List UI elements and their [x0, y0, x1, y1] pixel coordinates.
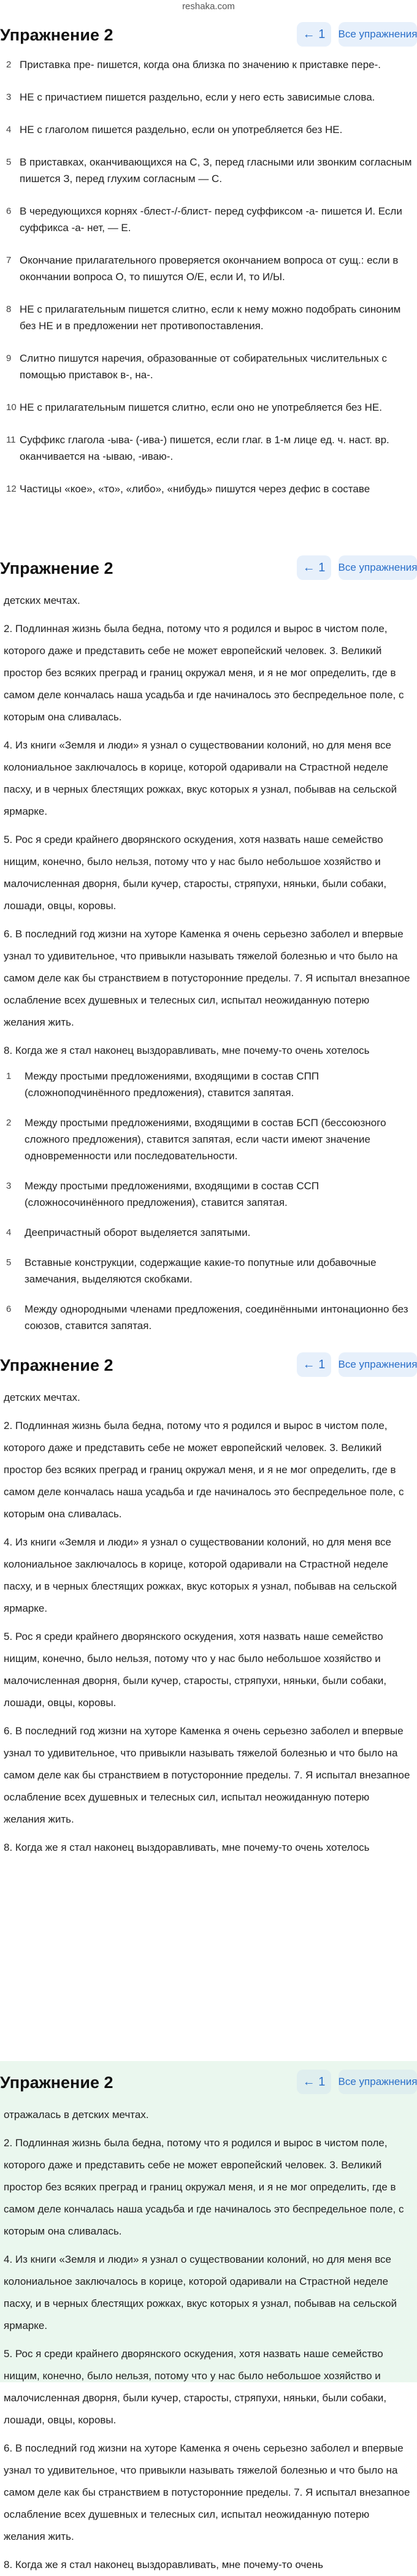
paragraph: 2. Подлинная жизнь была бедна, потому что я родился и вырос в чистом поле, которого даже и представить себе не может европейский человек. 3. Великий простор без всяких преград и границ окружал меня, и я не мог определить, где в самом деле кончалась наша усадьба и где начиналось это беспредельное поле, с которым она сливалась. — [4, 623, 404, 723]
paragraph: 6. В последний год жизни на хуторе Каменка я очень серьезно заболел и впервые узнал то удивительное, что привыкли называть тяжелой болезнью и что было на самом деле как бы странствием в потусторонние пределы. 7. Я испытал внезапное ослабление всех душевных и телесных сил, испытал неожиданную потерю желания жить. — [4, 928, 410, 1028]
exercise-title: Упражнение 2 — [0, 2073, 113, 2092]
exercise-text — [0, 2104, 417, 2576]
exercise-panel-3 — [0, 1344, 417, 2061]
all-exercises-button[interactable]: Все упражнения — [339, 555, 417, 580]
paragraph: 5. Рос я среди крайнего дворянского оскудения, хотя назвать наше семейство нищим, конечно, было нельзя, потому что у нас было небольшое хозяйство и малочисленная дворня, были кучер, старосты, стряпухи, няньки, были собаки, лошади, овцы, коровы. — [4, 834, 387, 912]
exercise-header — [0, 547, 417, 590]
paragraph: детских мечтах. — [4, 1392, 80, 1403]
exercise-text — [0, 590, 417, 1062]
list-item: 6 В чередующихся корнях -блест-/-блист- перед суффиксом -а- пишется И. Если суффикса -а- нет, — Е. — [6, 205, 402, 234]
back-button[interactable]: ← 1 — [297, 22, 331, 47]
list-item: 4 Деепричастный оборот выделяется запятыми. — [6, 1227, 251, 1238]
back-button[interactable]: ← 1 — [297, 555, 331, 580]
list-item: 2 Между простыми предложениями, входящими в состав БСП (бессоюзного сложного предложения), ставится запятая, если части имеют значение одновременности или последовательности. — [6, 1117, 386, 1162]
list-item: 4 НЕ с глаголом пишется раздельно, если он употребляется без НЕ. — [6, 124, 343, 135]
site-url: reshaka.com — [182, 1, 235, 12]
exercise-header — [0, 1344, 417, 1387]
paragraph: 4. Из книги «Земля и люди» я узнал о существовании колоний, но для меня все колониальное заключалось в корице, которой одаривали на Страстной неделе пасху, и в черных блестящих рожках, вкус которых я узнал, побывав на сельской ярмарке. — [4, 1536, 397, 1614]
paragraph: 4. Из книги «Земля и люди» я узнал о существовании колоний, но для меня все колониальное заключалось в корице, которой одаривали на Страстной неделе пасху, и в черных блестящих рожках, вкус которых я узнал, побывав на сельской ярмарке. — [4, 739, 397, 817]
paragraph: 8. Когда же я стал наконец выздоравливать, мне почему-то очень хотелось — [4, 1842, 370, 1853]
list-item: 6 Между однородными членами предложения, соединёнными интонационно без союзов, ставится запятая. — [6, 1303, 408, 1332]
exercise-title: Упражнение 2 — [0, 558, 113, 577]
all-exercises-button[interactable]: Все упражнения — [339, 2070, 417, 2094]
exercise-header — [0, 13, 417, 56]
exercise-title: Упражнение 2 — [0, 25, 113, 44]
list-item: 10 НЕ с прилагательным пишется слитно, если оно не употребляется без НЕ. — [6, 402, 382, 413]
list-item: 3 Между простыми предложениями, входящими в состав ССП (сложносочинённого предложения), ставится запятая. — [6, 1180, 319, 1208]
list-item: 1 Между простыми предложениями, входящими в состав СПП (сложноподчинённого предложения), ставится запятая. — [6, 1070, 319, 1099]
paragraph: 8. Когда же я стал наконец выздоравливать, мне почему-то очень — [4, 2559, 324, 2570]
punctuation-rules-list — [0, 1068, 417, 1334]
exercise-panel-2 — [0, 547, 417, 1344]
list-item: 11 Суффикс глагола -ыва- (-ива-) пишется, если глаг. в 1-м лице ед. ч. наст. вр. оканчивается на -ываю, -иваю-. — [6, 434, 389, 462]
list-item: 12 Частицы «кое», «то», «либо», «нибудь» пишутся через дефис в составе — [6, 483, 370, 495]
exercise-panel-4 — [0, 2061, 417, 2570]
list-item: 9 Слитно пишутся наречия, образованные от собирательных числительных с помощью приставок в-, на-. — [6, 352, 387, 381]
exercise-panel-1 — [0, 13, 417, 547]
paragraph: 2. Подлинная жизнь была бедна, потому что я родился и вырос в чистом поле, которого даже и представить себе не может европейский человек. 3. Великий простор без всяких преград и границ окружал меня, и я не мог определить, где в самом деле кончалась наша усадьба и где начиналось это беспредельное поле, с которым она сливалась. — [4, 1420, 404, 1520]
paragraph: отражалась в детских мечтах. — [4, 2109, 149, 2121]
list-item: 7 Окончание прилагательного проверяется окончанием вопроса от сущ.: если в окончании вопроса О, то пишутся О/Е, если И, то И/Ы. — [6, 254, 399, 283]
list-item: 8 НЕ с прилагательным пишется слитно, если к нему можно подобрать синоним без НЕ и в предложении нет противопоставления. — [6, 303, 401, 332]
exercise-header — [0, 2061, 417, 2104]
all-exercises-button[interactable]: Все упражнения — [339, 1352, 417, 1377]
exercise-text — [0, 1387, 417, 1859]
list-item: 2 Приставка пре- пишется, когда она близка по значению к приставке пере-. — [6, 59, 381, 70]
back-button[interactable]: ← 1 — [297, 1352, 331, 1377]
all-exercises-button[interactable]: Все упражнения — [339, 22, 417, 47]
back-button[interactable]: ← 1 — [297, 2070, 331, 2094]
paragraph: 6. В последний год жизни на хуторе Каменка я очень серьезно заболел и впервые узнал то удивительное, что привыкли называть тяжелой болезнью и что было на самом деле как бы странствием в потусторонние пределы. 7. Я испытал внезапное ослабление всех душевных и телесных сил, испытал неожиданную потерю желания жить. — [4, 2442, 410, 2542]
rules-list — [0, 56, 417, 497]
list-item: 5 В приставках, оканчивающихся на С, З, перед гласными или звонким согласным пишется З, перед глухим согласным — С. — [6, 156, 412, 185]
paragraph: 4. Из книги «Земля и люди» я узнал о существовании колоний, но для меня все колониальное заключалось в корице, которой одаривали на Страстной неделе пасху, и в черных блестящих рожках, вкус которых я узнал, побывав на сельской ярмарке. — [4, 2254, 397, 2331]
paragraph: 5. Рос я среди крайнего дворянского оскудения, хотя назвать наше семейство нищим, конечно, было нельзя, потому что у нас было небольшое хозяйство и малочисленная дворня, были кучер, старосты, стряпухи, няньки, были собаки, лошади, овцы, коровы. — [4, 2348, 387, 2426]
list-item: 3 НЕ с причастием пишется раздельно, если у него есть зависимые слова. — [6, 91, 375, 103]
paragraph: 2. Подлинная жизнь была бедна, потому что я родился и вырос в чистом поле, которого даже и представить себе не может европейский человек. 3. Великий простор без всяких преград и границ окружал меня, и я не мог определить, где в самом деле кончалась наша усадьба и где начиналось это беспредельное поле, с которым она сливалась. — [4, 2137, 404, 2237]
list-item: 5 Вставные конструкции, содержащие какие-то попутные или добавочные замечания, выделяются скобками. — [6, 1257, 377, 1285]
paragraph: 6. В последний год жизни на хуторе Каменка я очень серьезно заболел и впервые узнал то удивительное, что привыкли называть тяжелой болезнью и что было на самом деле как бы странствием в потусторонние пределы. 7. Я испытал внезапное ослабление всех душевных и телесных сил, испытал неожиданную потерю желания жить. — [4, 1725, 410, 1825]
exercise-title: Упражнение 2 — [0, 1355, 113, 1374]
paragraph: 5. Рос я среди крайнего дворянского оскудения, хотя назвать наше семейство нищим, конечно, было нельзя, потому что у нас было небольшое хозяйство и малочисленная дворня, были кучер, старосты, стряпухи, няньки, были собаки, лошади, овцы, коровы. — [4, 1631, 387, 1709]
paragraph: детских мечтах. — [4, 595, 80, 606]
paragraph: 8. Когда же я стал наконец выздоравливать, мне почему-то очень хотелось — [4, 1045, 370, 1056]
